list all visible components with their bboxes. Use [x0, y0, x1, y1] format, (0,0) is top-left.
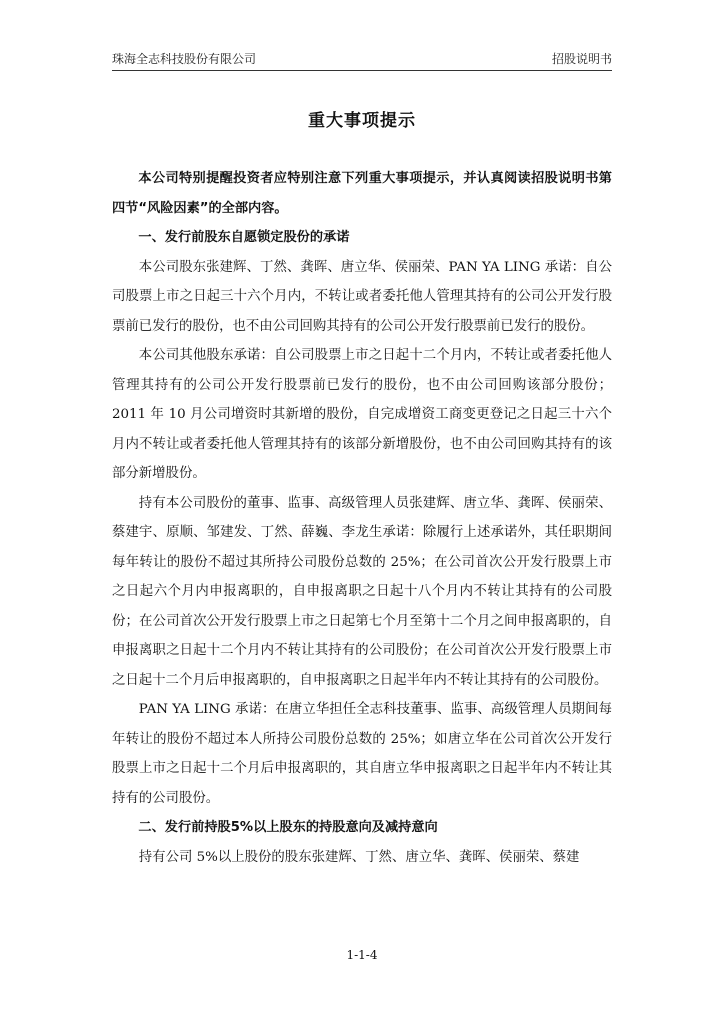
section-2-heading: 二、发行前持股5%以上股东的持股意向及减持意向: [138, 820, 438, 835]
section-2-paragraph-1: 持有公司 5%以上股份的股东张建辉、丁然、唐立华、龚晖、侯丽荣、蔡建: [138, 849, 580, 865]
section-1-heading: 一、发行前股东自愿锁定股份的承诺: [138, 230, 350, 245]
header-rule: [112, 70, 612, 71]
section-1-paragraph-4: PAN YA LING 承诺：在唐立华担任全志科技董事、监事、高级管理人员期间每年转让的股份不超过本人所持公司股份总数的 25%；如唐立华在公司首次公开发行股票上市之日起十二个月后申报离职的，其自唐立华申报离职之日起半年内不转让其持有的公司股份。: [112, 702, 612, 806]
running-header: [112, 50, 612, 68]
section-1-paragraph-2: 本公司其他股东承诺：自公司股票上市之日起十二个月内，不转让或者委托他人管理其持有的公司公开发行股票前已发行的股份，也不由公司回购该部分股份；2011 年 10 月公司增资时其新增的股份，自完成增资工商变更登记之日起三十六个月内不转让或者委托他人管理其持有的该部分新增股份，也不由公司回购其持有的该部分新增股份。: [112, 348, 612, 481]
section-1-paragraph-1: 本公司股东张建辉、丁然、龚晖、唐立华、侯丽荣、PAN YA LING 承诺：自公司股票上市之日起三十六个月内，不转让或者委托他人管理其持有的公司公开发行股票前已发行的股份，也不由公司回购其持有的公司公开发行股票前已发行的股份。: [112, 259, 612, 334]
page-number: 1-1-4: [346, 948, 378, 962]
intro-paragraph: 本公司特别提醒投资者应特别注意下列重大事项提示，并认真阅读招股说明书第四节“风险因素”的全部内容。: [112, 171, 612, 216]
body-text: [112, 164, 612, 872]
header-document-type: 招股说明书: [551, 52, 612, 66]
header-company-name: 珠海全志科技股份有限公司: [112, 52, 257, 66]
page-title: 重大事项提示: [308, 111, 416, 131]
section-1-paragraph-3: 持有本公司股份的董事、监事、高级管理人员张建辉、唐立华、龚晖、侯丽荣、蔡建宇、原顺、邹建发、丁然、薛巍、李龙生承诺：除履行上述承诺外，其任职期间每年转让的股份不超过其所持公司股份总数的 25%；在公司首次公开发行股票上市之日起六个月内申报离职的，自申报离职之日起十八个月内不转让其持有的公司股份；在公司首次公开发行股票上市之日起第七个月至第十二个月之间申报离职的，自申报离职之日起十二个月内不转让其持有的公司股份；在公司首次公开发行股票上市之日起十二个月后申报离职的，自申报离职之日起半年内不转让其持有的公司股份。: [112, 495, 612, 688]
